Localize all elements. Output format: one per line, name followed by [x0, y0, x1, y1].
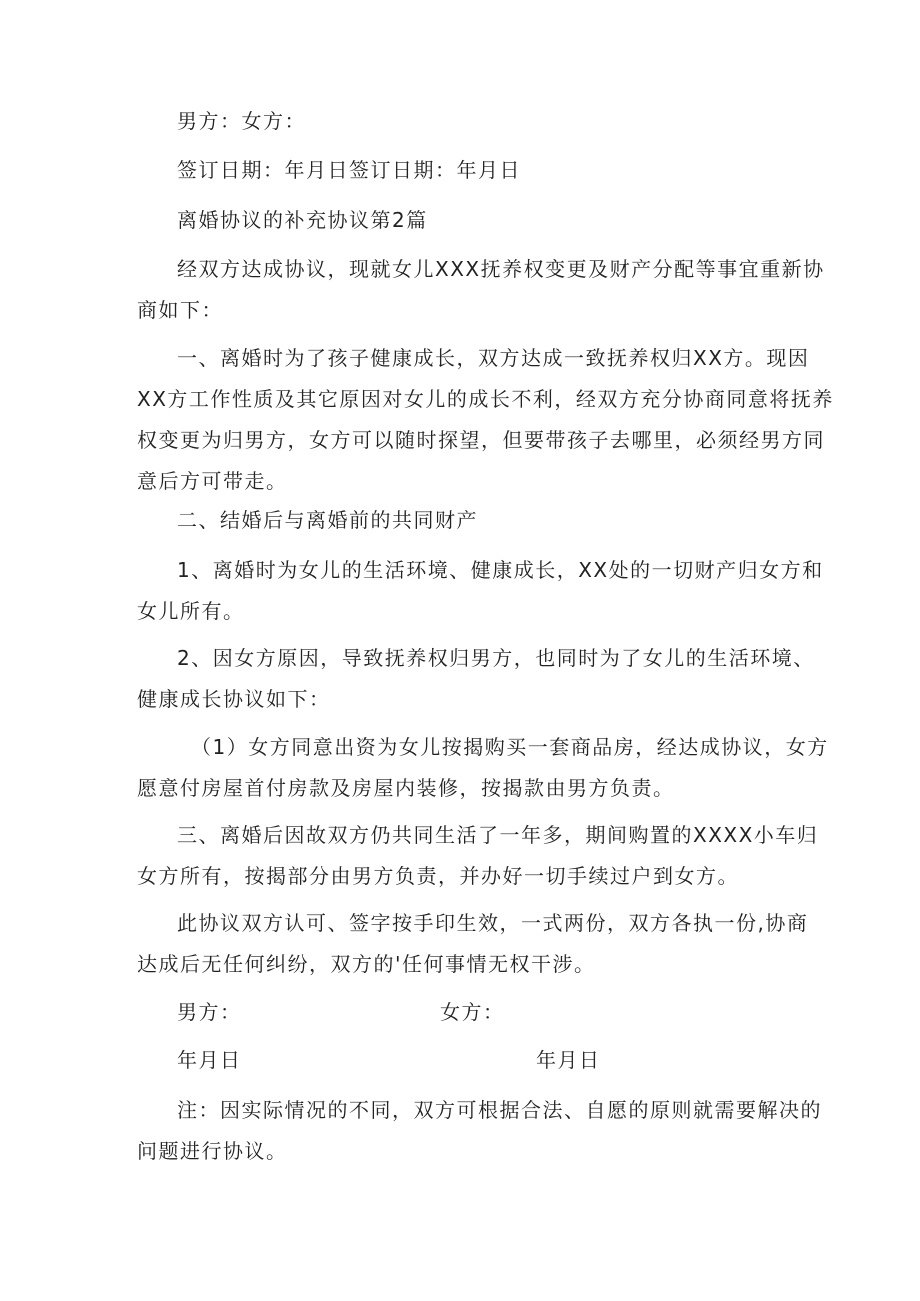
clause-1-line-1: 一、离婚时为了孩子健康成长，双方达成一致抚养权归XX方。现因: [177, 346, 810, 370]
clause-2-1-line-2: 女儿所有。: [137, 599, 245, 623]
clause-3-line-2: 女方所有，按揭部分由男方负责，并办好一切手续过户到女方。: [137, 864, 739, 888]
clause-3-paragraph: [137, 815, 819, 897]
clause-2-2-paragraph: [137, 638, 815, 720]
note-paragraph: [137, 1090, 822, 1172]
parties-line: [137, 101, 787, 142]
clause-3-line-1: 三、离婚后因故双方仍共同生活了一年多，期间购置的XXXX小车归: [177, 823, 819, 847]
section-title: [137, 200, 787, 241]
clause-2-1-paragraph: [137, 550, 824, 632]
intro-paragraph: [137, 249, 825, 331]
note-line-2: 问题进行协议。: [137, 1139, 288, 1163]
note-line-1: 注：因实际情况的不同，双方可根据合法、自愿的原则就需要解决的: [177, 1098, 822, 1122]
clause-2-2-1-line-2: 愿意付房屋首付房款及房屋内装修，按揭款由男方负责。: [137, 776, 675, 800]
parties-text: 男方：女方：: [177, 109, 306, 133]
clause-2-2-1-line-1: （1）女方同意出资为女儿按揭购买一套商品房，经达成协议，女方: [191, 735, 829, 759]
sign-dates-text: 签订日期：年月日签订日期：年月日: [177, 158, 521, 182]
clause-2-1-line-1: 1、离婚时为女儿的生活环境、健康成长，XX处的一切财产归女方和: [177, 558, 824, 582]
clause-2-title: [137, 500, 787, 541]
effect-paragraph: [137, 903, 809, 985]
clause-2-title-text: 二、结婚后与离婚前的共同财产: [177, 508, 478, 532]
clause-2-2-line-2: 健康成长协议如下：: [137, 687, 331, 711]
intro-line-2: 商如下：: [137, 298, 223, 322]
male-signature-label: 男方：: [177, 1000, 242, 1024]
sign-dates-line: [137, 150, 787, 191]
effect-line-2: 达成后无任何纠纷，双方的'任何事情无权干涉。: [137, 952, 596, 976]
clause-2-2-line-1: 2、因女方原因，导致抚养权归男方，也同时为了女儿的生活环境、: [177, 646, 815, 670]
section-title-text: 离婚协议的补充协议第2篇: [177, 208, 428, 232]
clause-2-2-1-paragraph: [137, 727, 829, 809]
clause-1-paragraph: [137, 338, 834, 502]
clause-1-line-2: XX方工作性质及其它原因对女儿的成长不利，经双方充分协商同意将抚养: [137, 387, 834, 411]
female-signature-label: 女方：: [440, 1000, 505, 1024]
clause-1-line-3: 权变更为归男方，女方可以随时探望，但要带孩子去哪里，必须经男方同: [137, 428, 825, 452]
intro-line-1: 经双方达成协议，现就女儿XXX抚养权变更及财产分配等事宜重新协: [177, 257, 825, 281]
male-signature-date: 年月日: [177, 1048, 242, 1072]
female-signature-date: 年月日: [536, 1048, 601, 1072]
clause-1-line-4: 意后方可带走。: [137, 469, 288, 493]
effect-line-1: 此协议双方认可、签字按手印生效，一式两份，双方各执一份,协商: [177, 911, 809, 935]
